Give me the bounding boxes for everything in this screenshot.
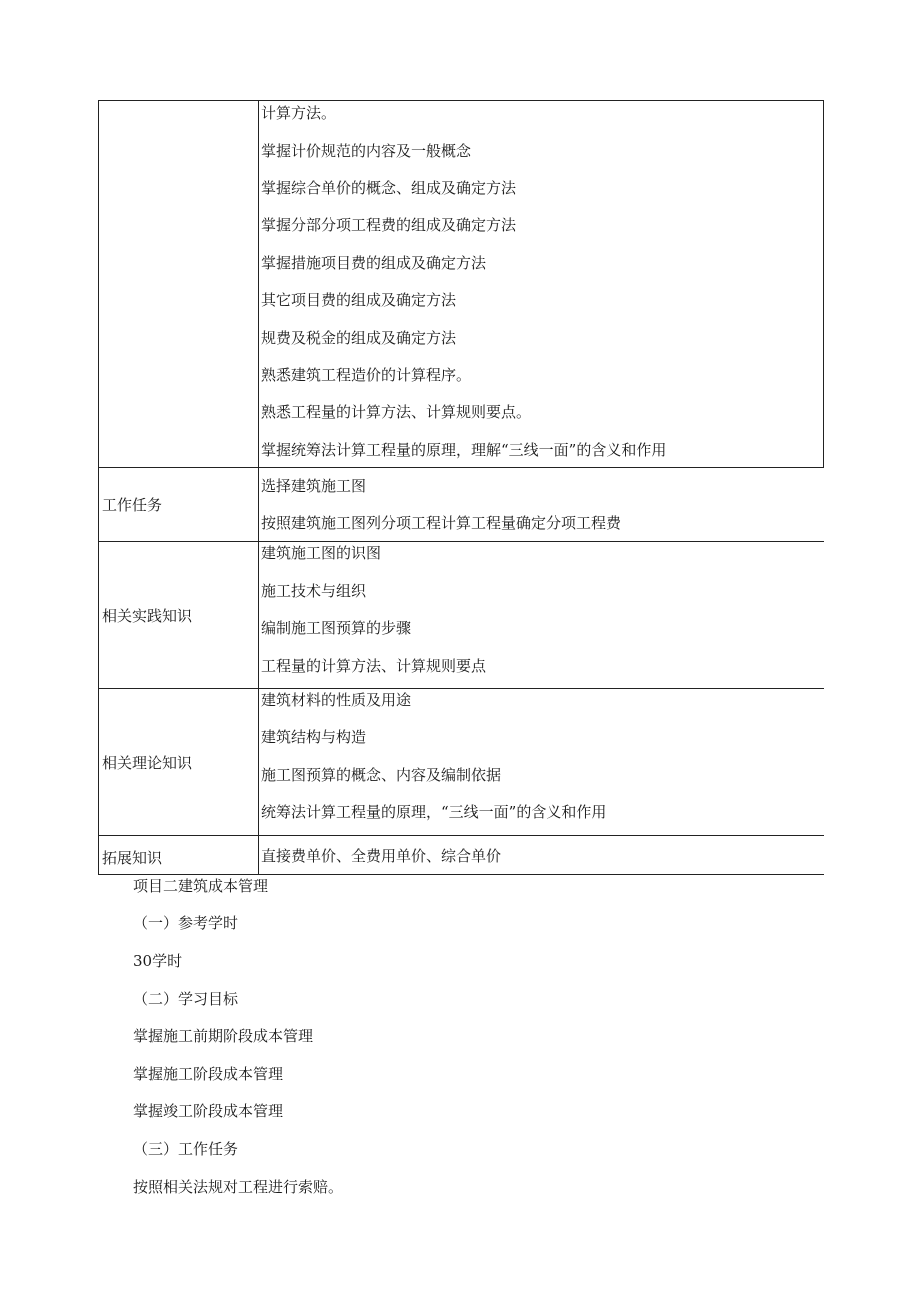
list-item: 熟悉工程量的计算方法、计算规则要点。 bbox=[261, 403, 532, 421]
list-item: 熟悉建筑工程造价的计算程序。 bbox=[261, 366, 472, 384]
list-item: 掌握综合单价的概念、组成及确定方法 bbox=[261, 179, 517, 197]
list-item: 建筑施工图的识图 bbox=[261, 544, 382, 562]
table-row bbox=[98, 467, 824, 541]
list-item: 建筑结构与构造 bbox=[261, 728, 367, 746]
list-item: 掌握施工阶段成本管理 bbox=[133, 1065, 284, 1083]
list-item: 选择建筑施工图 bbox=[261, 477, 367, 495]
row-label-cell bbox=[98, 689, 259, 835]
list-item: 掌握统筹法计算工程量的原理，理解“三线一面”的含义和作用 bbox=[261, 441, 667, 459]
row-label-cell bbox=[98, 836, 259, 874]
section-heading: （二）学习目标 bbox=[133, 990, 239, 1008]
list-item: 直接费单价、全费用单价、综合单价 bbox=[261, 847, 502, 865]
list-item: 工程量的计算方法、计算规则要点 bbox=[261, 657, 487, 675]
list-item: 掌握措施项目费的组成及确定方法 bbox=[261, 254, 487, 272]
section-text: 30学时 bbox=[133, 952, 183, 970]
list-item: 其它项目费的组成及确定方法 bbox=[261, 291, 457, 309]
table-row bbox=[98, 100, 824, 467]
list-item: 掌握竣工阶段成本管理 bbox=[133, 1102, 284, 1120]
row-label-cell bbox=[98, 101, 259, 467]
table-row bbox=[98, 835, 824, 875]
list-item: 施工图预算的概念、内容及编制依据 bbox=[261, 766, 502, 784]
list-item: 建筑材料的性质及用途 bbox=[261, 691, 412, 709]
row-label: 相关实践知识 bbox=[102, 607, 193, 625]
table-row bbox=[98, 688, 824, 835]
list-item: 掌握计价规范的内容及一般概念 bbox=[261, 142, 472, 160]
row-label: 拓展知识 bbox=[102, 849, 163, 867]
list-item: 规费及税金的组成及确定方法 bbox=[261, 329, 457, 347]
table-row bbox=[98, 541, 824, 688]
project-title: 项目二建筑成本管理 bbox=[133, 877, 269, 895]
section-heading: （三）工作任务 bbox=[133, 1140, 239, 1158]
list-item: 掌握分部分项工程费的组成及确定方法 bbox=[261, 216, 517, 234]
section-heading: （一）参考学时 bbox=[133, 914, 239, 932]
list-item: 施工技术与组织 bbox=[261, 582, 367, 600]
row-label: 工作任务 bbox=[102, 496, 163, 514]
list-item: 按照建筑施工图列分项工程计算工程量确定分项工程费 bbox=[261, 514, 622, 532]
list-item: 统筹法计算工程量的原理，“三线一面”的含义和作用 bbox=[261, 803, 607, 821]
list-item: 掌握施工前期阶段成本管理 bbox=[133, 1027, 314, 1045]
row-label-cell bbox=[98, 468, 259, 541]
row-label-cell bbox=[98, 542, 259, 688]
section-text: 按照相关法规对工程进行索赔。 bbox=[133, 1178, 344, 1196]
list-item: 编制施工图预算的步骤 bbox=[261, 619, 412, 637]
list-item: 计算方法。 bbox=[261, 104, 337, 122]
row-label: 相关理论知识 bbox=[102, 754, 193, 772]
